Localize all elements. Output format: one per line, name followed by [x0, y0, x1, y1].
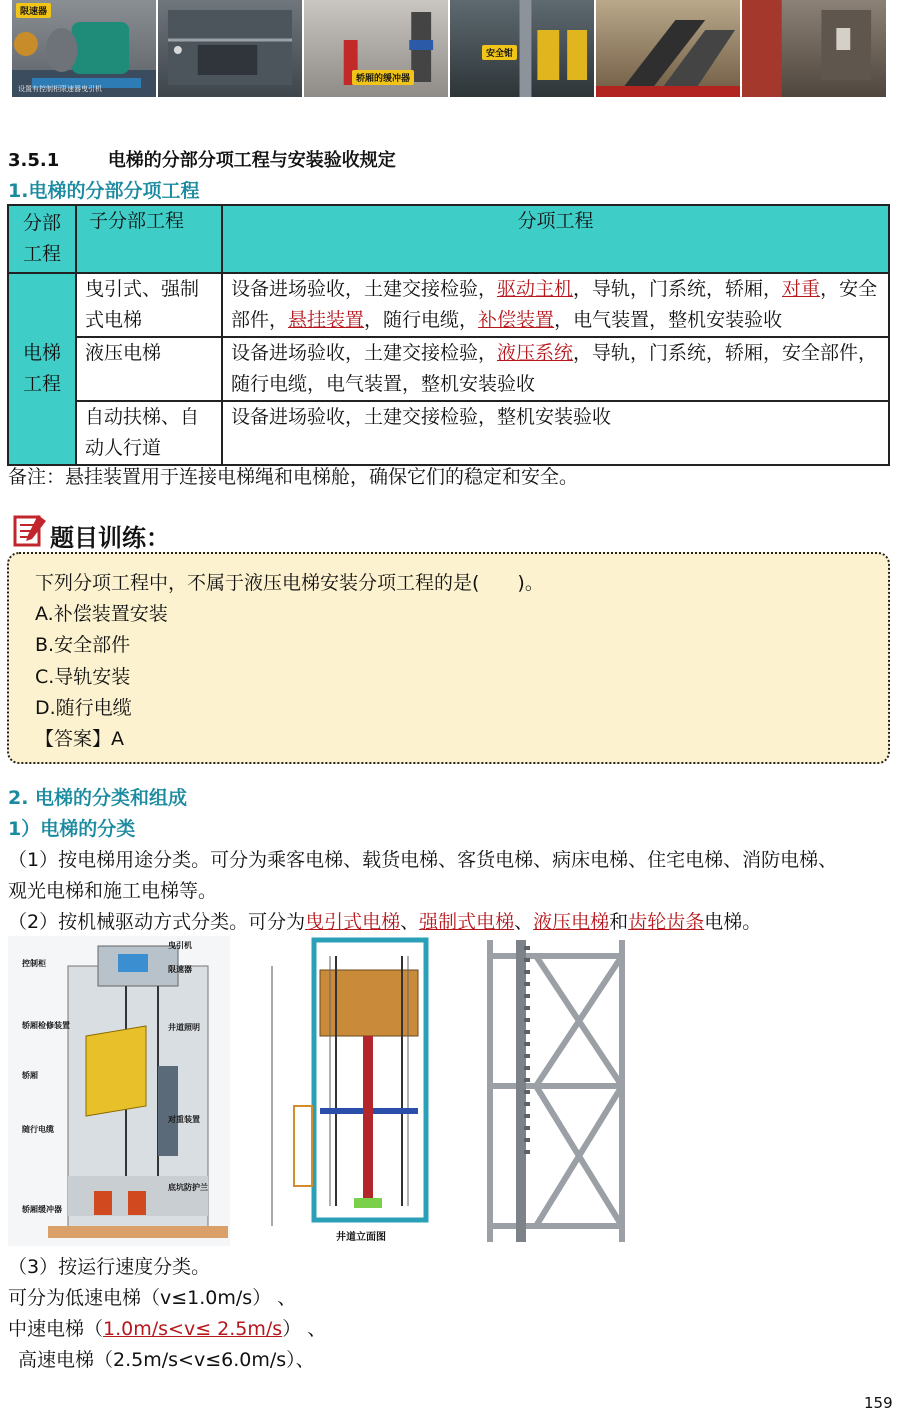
page-number: 159 — [864, 1394, 893, 1412]
hoistway-elevation-diagram — [236, 936, 472, 1246]
drive-sep: 、 — [400, 911, 420, 933]
medium-range: 1.0m/s<v≤ 2.5m/s — [103, 1318, 283, 1340]
photo-escalator — [596, 0, 740, 97]
exercise-box — [7, 552, 890, 764]
elevator-cutaway-illustration — [8, 936, 230, 1246]
subitem-cell — [222, 337, 889, 401]
label-traction-machine: 曳引机 — [168, 941, 192, 950]
drive-sep: 、 — [514, 911, 534, 933]
label-car-inspection: 轿厢检修装置 — [22, 1021, 70, 1030]
subdivision-cell: 曳引式、强制式电梯 — [76, 273, 222, 337]
section-title: 电梯的分部分项工程与安装验收规定 — [107, 150, 396, 171]
subitem-text: ，导轨，门系统，轿厢， — [573, 278, 783, 300]
subitem-text: ，安全部件， — [231, 278, 878, 331]
photo-hoistway — [158, 0, 302, 97]
drive-forced: 强制式电梯 — [419, 911, 515, 933]
highlighted-term: 驱动主机 — [497, 278, 574, 300]
safety-gear-illustration — [450, 0, 594, 97]
header-division: 分部工程 — [8, 205, 76, 273]
classification-by-drive — [8, 907, 761, 934]
option-c: C.导轨安装 — [35, 666, 131, 688]
diagram2-caption: 井道立面图 — [336, 1232, 386, 1243]
subitem-text: 设备进场验收，土建交接检验， — [231, 342, 498, 364]
label-hoistway-lighting: 井道照明 — [168, 1023, 200, 1032]
highlighted-term: 补偿装置 — [478, 309, 555, 331]
photo-worker — [742, 0, 886, 97]
drive-suffix: 电梯。 — [704, 911, 762, 933]
table-row — [8, 273, 889, 337]
header-subdivision: 子分部工程 — [76, 205, 222, 273]
section-heading — [8, 146, 396, 172]
drive-traction: 曳引式电梯 — [305, 911, 401, 933]
drive-hydraulic: 液压电梯 — [533, 911, 610, 933]
exercise-question: 下列分项工程中，不属于液压电梯安装分项工程的是( )。 — [35, 572, 544, 594]
label-speed-governor: 限速器 — [168, 965, 192, 974]
photo-tag: 限速器 — [16, 3, 51, 18]
classification-by-use-line2: 观光电梯和施工电梯等。 — [8, 880, 218, 902]
photo-tag: 轿厢的缓冲器 — [352, 70, 414, 85]
table-row — [8, 401, 889, 465]
exercise-heading: 题目训练： — [50, 524, 170, 552]
subitem-table — [7, 204, 890, 466]
medium-suffix: ） 、 — [282, 1318, 327, 1340]
worker-illustration — [742, 0, 886, 97]
drive-rack-pinion: 齿轮齿条 — [628, 911, 705, 933]
table-row — [8, 337, 889, 401]
subitem-text: ，电气装置，整机安装验收 — [554, 309, 783, 331]
option-d: D.随行电缆 — [35, 697, 132, 719]
classification-by-speed: （3）按运行速度分类。 — [8, 1256, 211, 1278]
subitem-cell — [222, 401, 889, 465]
escalator-illustration — [596, 0, 740, 97]
table-header-row — [8, 205, 889, 273]
photo-caption: 设置有控制柜限速器曳引机 — [18, 85, 102, 93]
label-control-cabinet: 控制柜 — [22, 959, 46, 968]
section2-subtitle: 1）电梯的分类 — [8, 818, 136, 840]
option-b: B.安全部件 — [35, 634, 131, 656]
label-pit-guard: 底坑防护兰 — [168, 1183, 208, 1192]
option-a: A.补偿装置安装 — [35, 603, 168, 625]
mast-section-photo — [476, 936, 636, 1246]
medium-prefix: 中速电梯（ — [8, 1318, 104, 1340]
photo-safety-gear — [450, 0, 594, 97]
drive-and: 和 — [609, 911, 629, 933]
subitem-text: 设备进场验收，土建交接检验， — [231, 278, 498, 300]
mast-section-illustration — [476, 936, 636, 1246]
high-speed-line: 高速电梯（2.5m/s<v≤6.0m/s）、 — [18, 1349, 315, 1371]
medium-speed-line — [8, 1314, 326, 1341]
subdivision-cell: 液压电梯 — [76, 337, 222, 401]
section-number: 3.5.1 — [8, 150, 60, 171]
hoistway-illustration — [158, 0, 302, 97]
section2-title: 2. 电梯的分类和组成 — [8, 787, 188, 809]
subitem-cell — [222, 273, 889, 337]
subdivision-cell: 自动扶梯、自动人行道 — [76, 401, 222, 465]
highlighted-term: 对重 — [782, 278, 821, 300]
photo-tag: 安全钳 — [482, 45, 517, 60]
subsection-title: 1.电梯的分部分项工程 — [8, 180, 200, 202]
notepad-icon — [12, 511, 48, 547]
photo-buffer — [304, 0, 448, 97]
highlighted-term: 液压系统 — [497, 342, 574, 364]
label-car-buffer: 轿厢缓冲器 — [22, 1205, 62, 1214]
subitem-text: ，导轨，门系统，轿厢，安全部件，随行电缆，电气装置，整机安装验收 — [231, 342, 878, 395]
group-label: 电梯工程 — [8, 273, 76, 465]
exercise-answer: 【答案】A — [35, 728, 124, 750]
elevator-cutaway-diagram — [8, 936, 230, 1246]
subitem-text: 设备进场验收，土建交接检验，整机安装验收 — [231, 406, 612, 428]
hoistway-elevation-illustration — [236, 936, 472, 1246]
header-subitem: 分项工程 — [222, 205, 889, 273]
photo-strip — [12, 0, 886, 97]
photo-traction-machine — [12, 0, 156, 97]
label-travelling-cable: 随行电缆 — [22, 1125, 54, 1134]
highlighted-term: 悬挂装置 — [288, 309, 365, 331]
label-car: 轿厢 — [22, 1071, 38, 1080]
classification-by-use-line1: （1）按电梯用途分类。可分为乘客电梯、载货电梯、客货电梯、病床电梯、住宅电梯、消防电梯、 — [8, 849, 838, 871]
label-counterweight: 对重装置 — [168, 1115, 200, 1124]
subitem-text: ，随行电缆， — [364, 309, 479, 331]
drive-prefix: （2）按机械驱动方式分类。可分为 — [8, 911, 306, 933]
table-note: 备注：悬挂装置用于连接电梯绳和电梯舱，确保它们的稳定和安全。 — [8, 466, 579, 488]
low-speed-line: 可分为低速电梯（v≤1.0m/s） 、 — [8, 1287, 297, 1309]
